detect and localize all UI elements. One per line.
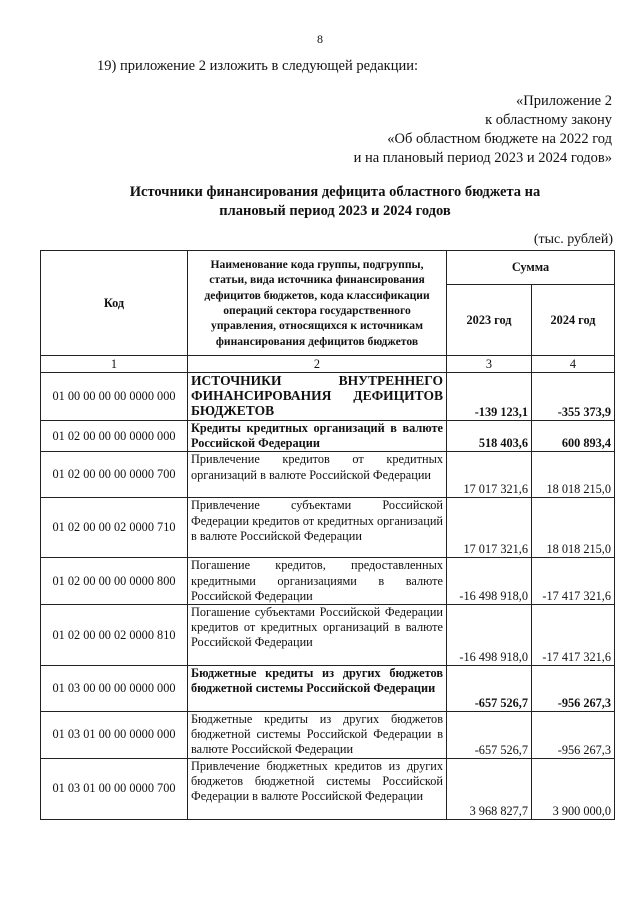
row-name: ИСТОЧНИКИ ВНУТРЕННЕГО ФИНАНСИРОВАНИЯ ДЕФИЦИТОВ БЮДЖЕТОВ xyxy=(188,373,447,421)
row-code: 01 02 00 00 02 0000 810 xyxy=(41,605,188,666)
row-code: 01 03 01 00 00 0000 700 xyxy=(41,758,188,819)
row-value-2023: 17 017 321,6 xyxy=(447,452,532,498)
column-number: 4 xyxy=(532,356,615,373)
row-code: 01 03 01 00 00 0000 000 xyxy=(41,712,188,759)
column-number: 2 xyxy=(188,356,447,373)
appendix-reference xyxy=(354,92,612,168)
row-value-2024: -355 373,9 xyxy=(532,373,615,421)
appendix-line: к областному закону xyxy=(485,112,612,128)
table-row xyxy=(41,452,615,498)
row-code: 01 03 00 00 00 0000 000 xyxy=(41,666,188,712)
row-name: Погашение кредитов, предоставленных кредитными организациями в валюте Российской Федерации xyxy=(188,558,447,605)
row-name: Привлечение кредитов от кредитных организаций в валюте Российской Федерации xyxy=(188,452,447,498)
row-value-2023: -139 123,1 xyxy=(447,373,532,421)
appendix-line: «Об областном бюджете на 2022 год xyxy=(387,131,612,147)
header-year-2024: 2024 год xyxy=(532,285,615,356)
row-value-2024: 600 893,4 xyxy=(532,421,615,452)
row-code: 01 00 00 00 00 0000 000 xyxy=(41,373,188,421)
row-name: Бюджетные кредиты из других бюджетов бюджетной системы Российской Федерации в валюте Российской Федерации xyxy=(188,712,447,759)
row-value-2023: 17 017 321,6 xyxy=(447,498,532,558)
row-value-2023: 518 403,6 xyxy=(447,421,532,452)
table-row xyxy=(41,758,615,819)
title-line: плановый период 2023 и 2024 годов xyxy=(219,203,451,219)
table-row xyxy=(41,421,615,452)
table-row xyxy=(41,498,615,558)
row-value-2024: -17 417 321,6 xyxy=(532,558,615,605)
units-label: (тыс. рублей) xyxy=(533,232,613,247)
row-code: 01 02 00 00 00 0000 700 xyxy=(41,452,188,498)
column-number: 3 xyxy=(447,356,532,373)
row-value-2023: -16 498 918,0 xyxy=(447,605,532,666)
header-name: Наименование кода группы, подгруппы, статьи, вида источника финансирования дефицитов бюджетов, кода классификации операций сектора государственного управления, относящихся к источникам финансирования дефицитов бюджетов xyxy=(188,251,447,356)
row-value-2024: -956 267,3 xyxy=(532,712,615,759)
title-line: Источники финансирования дефицита областного бюджета на xyxy=(129,184,541,200)
page-number: 8 xyxy=(317,32,323,46)
row-code: 01 02 00 00 02 0000 710 xyxy=(41,498,188,558)
document-title xyxy=(80,183,590,221)
intro-text: 19) приложение 2 изложить в следующей редакции: xyxy=(97,58,419,74)
row-value-2024: -17 417 321,6 xyxy=(532,605,615,666)
row-name: Кредиты кредитных организаций в валюте Российской Федерации xyxy=(188,421,447,452)
row-value-2024: 18 018 215,0 xyxy=(532,452,615,498)
row-value-2023: 3 968 827,7 xyxy=(447,758,532,819)
row-value-2024: 18 018 215,0 xyxy=(532,498,615,558)
header-year-2023: 2023 год xyxy=(447,285,532,356)
financing-sources-table xyxy=(40,250,615,820)
row-value-2024: -956 267,3 xyxy=(532,666,615,712)
row-value-2023: -657 526,7 xyxy=(447,712,532,759)
row-name: Погашение субъектами Российской Федерации кредитов от кредитных организаций в валюте Российской Федерации xyxy=(188,605,447,666)
row-value-2023: -657 526,7 xyxy=(447,666,532,712)
column-number: 1 xyxy=(41,356,188,373)
table-row xyxy=(41,666,615,712)
table-row xyxy=(41,373,615,421)
table-row xyxy=(41,558,615,605)
row-name: Привлечение субъектами Российской Федерации кредитов от кредитных организаций в валюте Российской Федерации xyxy=(188,498,447,558)
row-name: Бюджетные кредиты из других бюджетов бюджетной системы Российской Федерации xyxy=(188,666,447,712)
table-row xyxy=(41,712,615,759)
row-value-2024: 3 900 000,0 xyxy=(532,758,615,819)
row-code: 01 02 00 00 00 0000 800 xyxy=(41,558,188,605)
row-code: 01 02 00 00 00 0000 000 xyxy=(41,421,188,452)
row-name: Привлечение бюджетных кредитов из других бюджетов бюджетной системы Российской Федерации в валюте Российской Федерации xyxy=(188,758,447,819)
header-code: Код xyxy=(41,251,188,356)
table-row xyxy=(41,605,615,666)
row-value-2023: -16 498 918,0 xyxy=(447,558,532,605)
header-sum: Сумма xyxy=(447,251,615,285)
appendix-line: и на плановый период 2023 и 2024 годов» xyxy=(353,150,612,166)
appendix-line: «Приложение 2 xyxy=(516,93,612,109)
